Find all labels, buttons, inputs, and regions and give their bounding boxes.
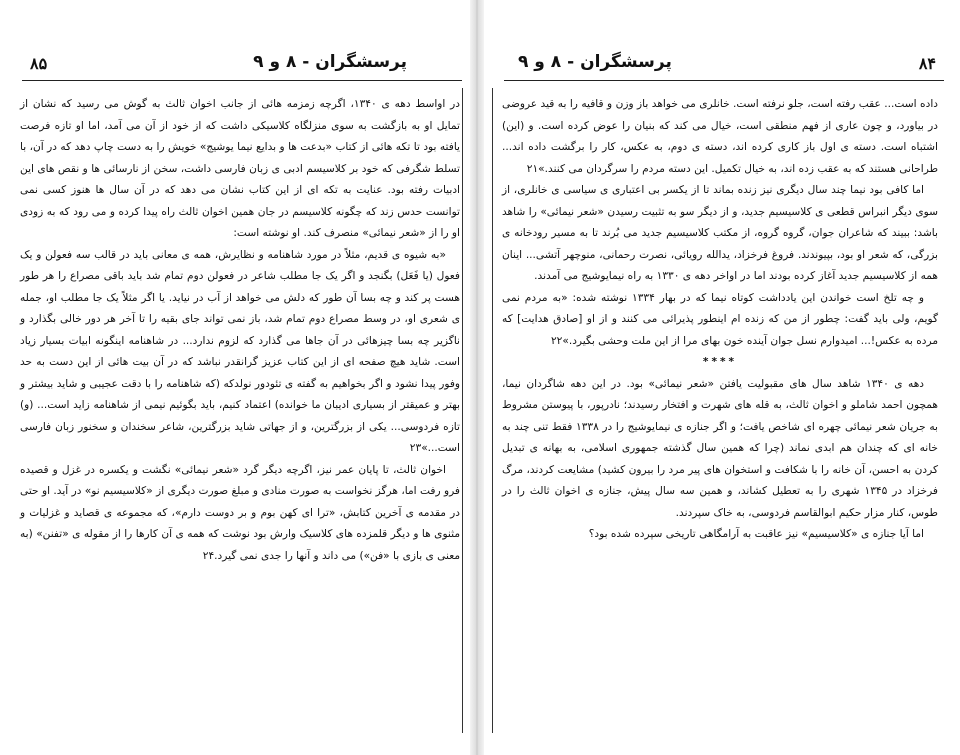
book-gutter <box>470 0 484 755</box>
right-paragraph-5: اما آیا جنازه ی «کلاسیسیم» نیز عاقبت به آرامگاهی تاریخی سپرده شده بود؟ <box>588 528 924 540</box>
left-page <box>0 0 470 755</box>
left-paragraph-quote: «به شیوه ی قدیم، مثلاً در مورد شاهنامه و نظایرش، همه ی معانی باید در قالب سه فعولن و یک فعول (یا فَعَل) بگنجد و اگر یک جا مطلب شاعر در فعولن دوم تمام شد باید باقی مصراع را هر طور هست پر کند و چه بسا آن طور که دلش می خواهد از آب در نیاید. یا اگر مثلاً یک جا مطلب او، جمله ی شعری او، در وسط مصراع دوم تمام شد، باز نمی تواند جای بقیه را تا آخر هر دور خالی بگذارد و ناگزیر چه بسا چیزهائی در آن جاها می گذارد که لزوم ندارد... در شاهنامه اینگونه ابیات بسیار زیاد است. شاید هیچ صفحه ای از این کتاب عزیز گرانقدر نباشد که در آن بیت هائی از این دست به حد وفور پیدا نشود و اگر بخواهیم به گفته ی تئودور نولدکه (که شاهنامه را با دقت عجیبی و شاید بیشتر و بهتر و عمیقتر از بسیاری ادیبان ما خوانده) اعتماد کنیم، باید بگوئیم نیمی از شاهنامه زاید است... (و) تازه فردوسی... یکی از بزرگترین، و از جهاتی شاید بزرگترین، شاعر سخندان و سخنور زبان فارسی است...»۲۳ <box>20 248 460 454</box>
left-page-number: ۸۵ <box>30 54 48 73</box>
left-page-header <box>22 52 462 82</box>
left-running-head: پرسشگران - ۸ و ۹ <box>253 52 407 72</box>
right-paragraph-3: و چه تلخ است خواندن این یادداشت کوتاه نیما که در بهار ۱۳۳۴ نوشته شده: «به مردم نمی گویم، ولی باید گفت: چطور از من که زنده ام اینطور پذیرائی می کنند و از او [صادق هدایت] که مرده به عکس!... امیدوارم نسل جوان آینده خون بهای مرا از این ملت وحشی بگیرد.»۲۲ <box>502 291 938 347</box>
left-paragraph-1: در اواسط دهه ی ۱۳۴۰، اگرچه زمزمه هائی از جانب اخوان ثالث به گوش می رسید که نشان از تمایل او به بازگشت به سوی منزلگاه کلاسیکی داشت که از خود از آن می آمد، اما او تازه فرصت یافته بود تا تکه هائی از کتاب «بدعت ها و بدایع نیما یوشیج» خویش را به دست چاپ دهد که در آن، با تسلط شگرفی که خود بر کلاسیسم ادبی ی زبان فارسی داشت، سخن از نارسائی ها و نقص های این ادبیات رفته بود. عنایت به تکه ای از این کتاب نشان می دهد که در آن سال ها هنوز کسی نمی توانست حدس زند که چگونه کلاسیسم در جان همین اخوان ثالث راه پیدا کرده و می رود که به زودی او را از «شعر نیمائی» منصرف کند. او نوشته است: <box>20 98 461 239</box>
section-separator: **** <box>702 356 738 368</box>
left-margin-line <box>462 88 463 733</box>
right-page <box>484 0 960 755</box>
right-paragraph-2: اما کافی بود نیما چند سال دیگری نیز زنده بماند تا از یکسر بی اعتباری ی سیاسی ی خانلری، از سوی دیگر انبراس قطعی ی کلاسیسیم جدید، و از دیگر سو به تثبیت رسیدن «شعر نیمائی» را شاهد باشد: ببیند که شاعران جوان، گروه گروه، از مکتب کلاسیسیم جدید می بُرند تا به مسیر رودخانه ی بزرگی، که شعر او بود، بپیوندند. فروغ فرخزاد، یدالله رویائی، نصرت رحمانی، منوچهر آتشی... اینان همه از کلاسیسیم جدید آغاز کرده بودند اما در اواخر دهه ی ۱۳۳۰ به راه نیمایوشیج می آمدند. <box>502 184 938 282</box>
right-running-head: پرسشگران - ۸ و ۹ <box>518 52 672 72</box>
left-paragraph-3: اخوان ثالث، تا پایان عمر نیز، اگرچه دیگر گرد «شعر نیمائی» نگشت و یکسره در غزل و قصیده فرو رفت اما، هرگز نخواست به صورت منادی و مبلغ صورت دیگری از «کلاسیسیم نو» در آید. او حتی در مقدمه ی آخرین کتابش، «ترا ای کهن بوم و بر دوست دارم»، که مجموعه ی قصاید و غزلیات و مثنوی ها و دیگر قلمزده های کلاسیک وارش بود نوشت که همه ی آن کارها را از مقوله ی «تفنن» (به معنی ی بازی با «فن») می داند و آنها را جدی نمی گیرد.۲۴ <box>20 463 460 562</box>
right-paragraph-4: دهه ی ۱۳۴۰ شاهد سال های مقبولیت یافتن «شعر نیمائی» بود. در این دهه شاگردان نیما، همچون احمد شاملو و اخوان ثالث، به قله های شهرت و افتخار رسیدند؛ نادرپور، با پیوستن مشروط به جریان شعر نیمائی چهره ای شاخص یافت؛ و اگر جنازه ی نیمایوشیج را در ۱۳۳۸ فقط تنی چند به خانه ای که چندان هم ابدی نماند (چرا که همین سال گذشته جمهوری اسلامی، به بهانه ی تبدیل کردن به احسن، آن خانه را با شکافت و استخوان های پیر مرد را بیرون کشید) مشایعت کردند، مرگ فرخزاد در ۱۳۴۵ شهری را به تعطیل کشاند، و همین سه سال پیش، جنازه ی اخوان ثالث را در طوس، کنار مزار حکیم ابوالقاسم فردوسی، به خاک سپردند. <box>502 377 939 519</box>
left-page-body <box>20 94 460 567</box>
left-header-rule <box>22 80 462 81</box>
right-page-number: ۸۴ <box>918 54 936 73</box>
right-margin-line <box>492 88 493 733</box>
right-header-rule <box>504 80 944 81</box>
right-paragraph-1: داده است... عقب رفته است، جلو نرفته است. خانلری می خواهد باز وزن و قافیه را به قید عروضی در بیاورد، و چون عاری از فهم منطقی است، خیال می کند که بنیان را عوض کرده است. و (این) اشتباه است. دسته ی اول باز کاری کرده اند، دسته ی دوم، به عکس، کار را برگشت داده اند... طراحانی هستند که به عقب زده اند، به خیال تکمیل. این دسته مردم را سرگردان می کنند.»۲۱ <box>502 98 938 175</box>
right-page-header <box>504 52 944 82</box>
right-page-body <box>502 94 938 546</box>
